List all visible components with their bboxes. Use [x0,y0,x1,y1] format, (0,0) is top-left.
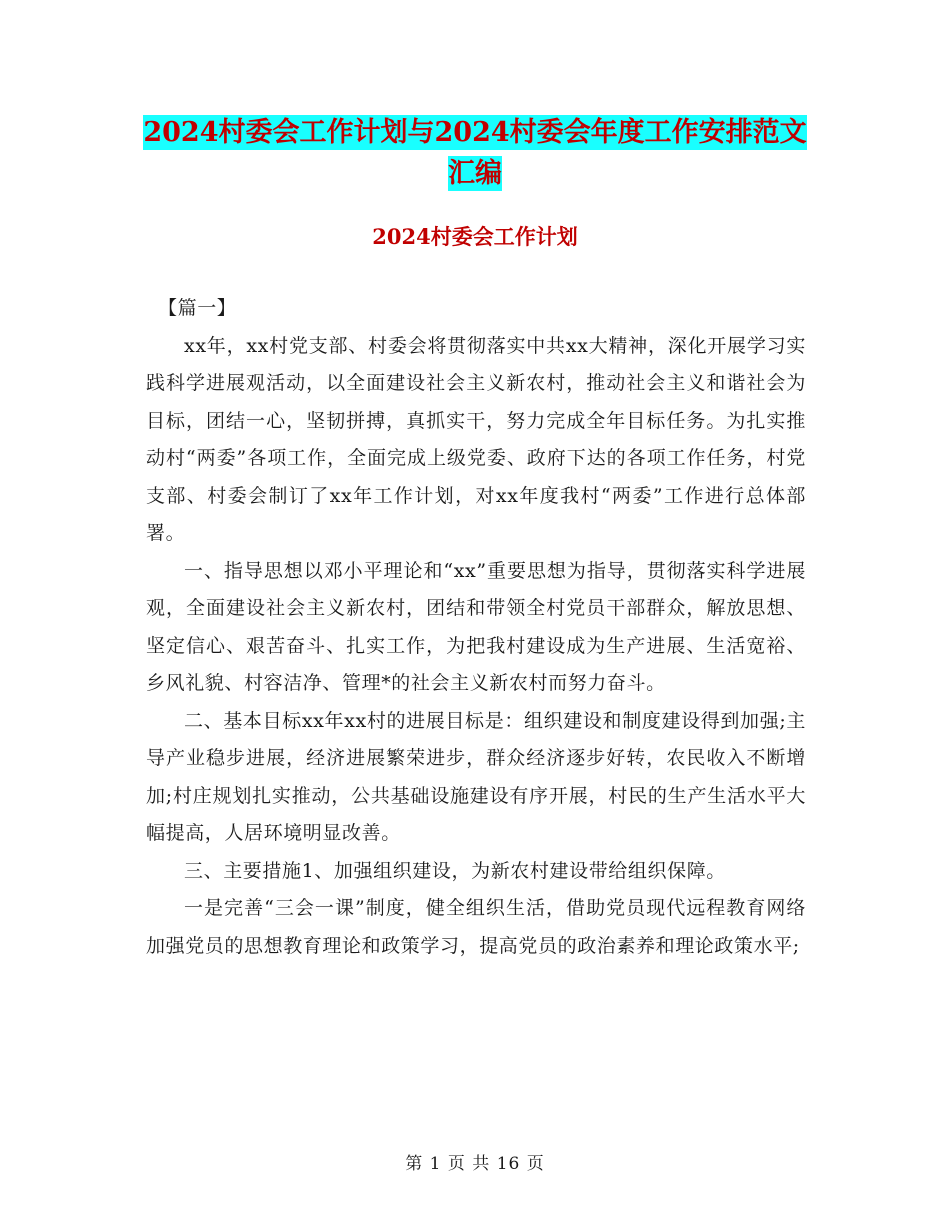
paragraph-main-measures: 三、主要措施1、加强组织建设，为新农村建设带给组织保障。 [184,859,726,882]
document-title-line-2 [0,152,950,196]
paragraph-guiding-ideology: 一、指导思想以邓小平理论和“xx”重要思想为指导，贯彻落实科学进展观，全面建设社会主义新农村，团结和带领全村党员干部群众，解放思想、坚定信心、艰苦奋斗、扎实工作，为把我村建设成为生产进展、生活宽裕、乡风礼貌、村容洁净、管理*的社会主义新农村而努力奋斗。 [146,559,806,694]
document-title-line-1 [0,111,950,155]
paragraph-intro: xx年，xx村党支部、村委会将贯彻落实中共xx大精神，深化开展学习实践科学进展观活动，以全面建设社会主义新农村，推动社会主义和谐社会为目标，团结一心，坚韧拼搏，真抓实干，努力完成全年目标任务。为扎实推动村“两委”各项工作，全面完成上级党委、政府下达的各项工作任务，村党支部、村委会制订了xx年工作计划，对xx年度我村“两委”工作进行总体部署。 [146,334,806,544]
document-title-text-2: 汇编 [448,158,502,189]
section-title: 2024村委会工作计划 [372,224,578,249]
document-body [146,290,806,965]
page-footer: 第 1 页 共 16 页 [405,1154,545,1174]
paragraph-measure-one: 一是完善“三会一课”制度，健全组织生活，借助党员现代远程教育网络加强党员的思想教育理论和政策学习，提高党员的政治素养和理论政策水平; [146,897,806,957]
document-title-text-1: 2024村委会工作计划与2024村委会年度工作安排范文 [143,117,807,148]
part-label: 【篇一】 [158,297,237,319]
paragraph-basic-goals: 二、基本目标xx年xx村的进展目标是：组织建设和制度建设得到加强;主导产业稳步进展，经济进展繁荣进步，群众经济逐步好转，农民收入不断增加;村庄规划扎实推动，公共基础设施建设有序开展，村民的生产生活水平大幅提高，人居环境明显改善。 [146,709,806,844]
